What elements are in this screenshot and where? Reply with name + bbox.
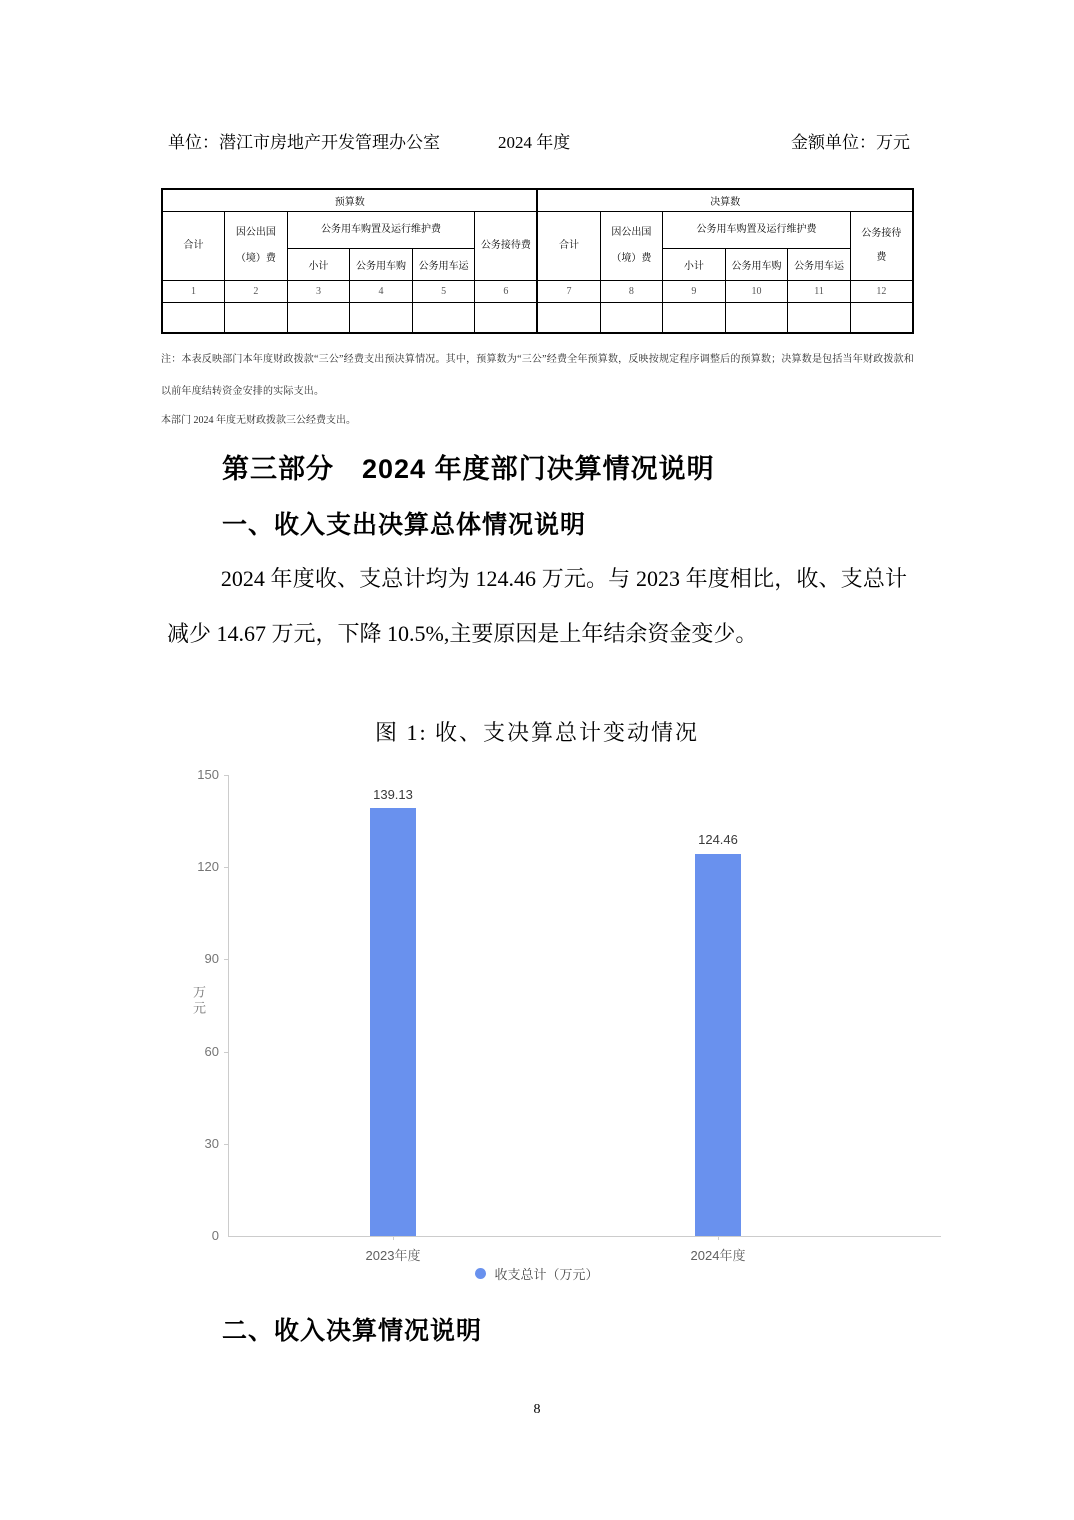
table-empty-cell [350,303,413,334]
table-empty-cell [537,303,600,334]
x-tick-label: 2024年度 [690,1248,746,1263]
col-header-vehicle-operation: 公务用车运 [412,249,475,281]
col-number: 3 [287,281,350,303]
part3-heading: 第三部分 2024 年度部门决算情况说明 [222,454,715,484]
y-tick-mark [224,1052,229,1053]
y-tick-label: 0 [211,1228,219,1243]
table-empty-cell [725,303,788,334]
summary-paragraph: 2024 年度收、支总计均为 124.46 万元。与 2023 年度相比，收、支总计减少 14.67 万元，下降 10.5%,主要原因是上年结余资金变少。 [167,566,907,646]
col-number: 12 [850,281,913,303]
table-empty-cell [287,303,350,334]
table-header-row [162,212,913,249]
bar-chart [160,767,960,1305]
table-empty-cell [850,303,913,334]
budget-group-header: 预算数 [162,189,537,212]
col-number: 9 [663,281,726,303]
table-empty-cell [475,303,538,334]
col-number: 4 [350,281,413,303]
col-number: 2 [225,281,288,303]
y-tick-mark [224,775,229,776]
no-expense-note: 本部门 2024 年度无财政拨款三公经费支出。 [161,415,356,426]
chart-bar [695,854,741,1237]
unit-label: 单位：潜江市房地产开发管理办公室 [168,133,440,152]
y-axis-title: 万元 [191,985,206,1017]
col-number: 11 [788,281,851,303]
table-empty-cell [162,303,225,334]
y-tick-label: 150 [197,767,219,782]
col-number: 7 [537,281,600,303]
x-tick-mark [393,1236,394,1240]
amount-unit-label: 金额单位：万元 [791,133,910,152]
col-number: 5 [412,281,475,303]
col-header-reception [850,212,913,281]
table-empty-cell [788,303,851,334]
y-tick-label: 30 [204,1135,219,1151]
chart-title: 图 1: 收、支决算总计变动情况 [374,720,700,745]
y-tick-mark [224,959,229,960]
final-group-header: 决算数 [537,189,913,212]
col-header-total: 合计 [537,212,600,281]
table-empty-cell [600,303,663,334]
col-header-subtotal: 小计 [663,249,726,281]
bar-value-label: 139.13 [373,787,413,803]
table-empty-cell [412,303,475,334]
col-header-vehicle-group: 公务用车购置及运行维护费 [287,212,475,249]
col-number: 6 [475,281,538,303]
col-number: 10 [725,281,788,303]
y-tick-label: 90 [204,951,219,967]
table-column-number-row [162,281,913,303]
chart-legend [160,1264,914,1283]
doc-header [160,126,914,192]
col-header-total: 合计 [162,212,225,281]
legend-label: 收支总计（万元） [494,1267,599,1282]
table-note: 注：本表反映部门本年度财政拨款“三公”经费支出预决算情况。其中，预算数为“三公”经费全年预算数，反映按规定程序调整后的预算数；决算数是包括当年财政拨款和以前年度结转资金安排的实际支出。 [161,354,914,397]
table-group-row [162,189,913,212]
bar-value-label: 124.46 [698,832,738,848]
col-header-vehicle-purchase: 公务用车购 [725,249,788,281]
table-empty-data-row [162,303,913,334]
legend-marker-icon [475,1268,486,1279]
x-tick-label: 2023年度 [365,1248,421,1263]
col-number: 8 [600,281,663,303]
col-header-subtotal: 小计 [287,249,350,281]
subsection-2-heading: 二、收入决算情况说明 [222,1317,483,1345]
three-public-funds-table [161,188,914,334]
col-header-reception-text: 公务接待费 [861,227,902,263]
year-label: 2024 年度 [498,133,571,152]
page-number: 8 [533,1402,541,1417]
table-empty-cell [663,303,726,334]
y-tick-mark [224,1144,229,1145]
col-header-abroad: 因公出国（境）费 [225,212,288,281]
y-tick-label: 60 [204,1043,219,1059]
col-header-abroad: 因公出国（境）费 [600,212,663,281]
chart-bar [370,808,416,1236]
y-tick-label: 120 [197,859,219,875]
subsection-1-heading: 一、收入支出决算总体情况说明 [222,511,587,539]
x-tick-mark [718,1236,719,1240]
y-tick-mark [224,867,229,868]
col-header-vehicle-operation: 公务用车运 [788,249,851,281]
col-number: 1 [162,281,225,303]
col-header-reception: 公务接待费 [475,212,538,281]
col-header-vehicle-group: 公务用车购置及运行维护费 [663,212,851,249]
table-empty-cell [225,303,288,334]
col-header-vehicle-purchase: 公务用车购 [350,249,413,281]
